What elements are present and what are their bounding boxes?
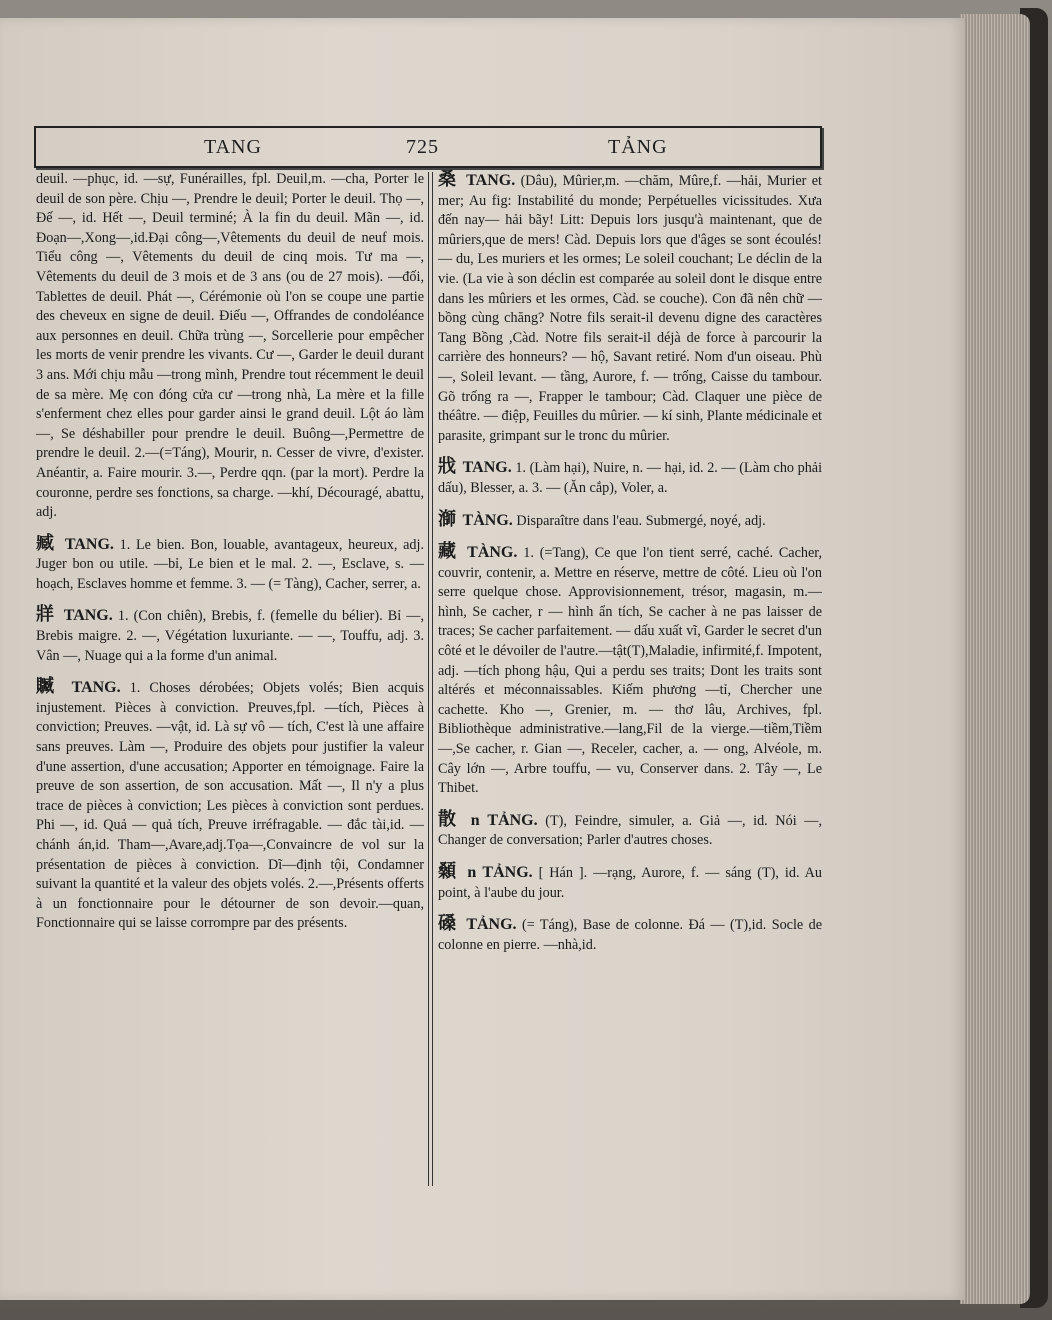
han-character: 桑 [438, 169, 458, 189]
entry-text: 1. (=Tang), Ce que l'on tient serré, caché. Cacher, couvrir, contenir, a. Mettre en réserve, mettre de côté. Lieu où l'on serre quelque chose. Approvisionnement, trésor, magasin, m.— hình, Se cacher, r — hình ẩn tích, Se cacher à ne pas laisser de traces; Se cacher parfaitement. — dấu xuất vĩ, Garder le secret d'un côté et le dévoiler de l'autre.—tật(T),Maladie, infirmité,f. Impotent, adj. —tích phong hậu, Qui a perdu ses traits; Dont les traits sont altérés et méconnaissables. Kiếm phương —tỉ, Chercher une cachette. Kho —, Grenier, m. — thơ lâu, Archives, fpl. Bibliothèque administrative.—lang,Fil de la vierge.—tiềm,Tiềm —,Se cacher, r. Gian —, Receler, cacher, a. — ong, Alvéole, m. Cây lớn —, Arbre touffu, — vu, Conserver dans. 2. Tây —, Le Thibet. [438, 545, 822, 797]
han-character: 溮 [438, 508, 456, 529]
headword: TANG. [466, 172, 516, 189]
running-header [34, 126, 822, 168]
headword: TANG. [64, 535, 114, 553]
entry-text: 1. (Con chiên), Brebis, f. (femelle du bélier). Bỉ —, Brebis maigre. 2. —, Végétation luxuriante. — —, Touffu, adj. 3. Vân —, Nuage qui a la forme d'un animal. [36, 608, 424, 664]
headword: TÀNG. [462, 511, 513, 529]
entry [438, 510, 822, 532]
header-right-word: TẢNG [608, 136, 668, 158]
entry-text: 1. Le bien. Bon, louable, avantageux, heureux, adj. Juger bon ou utile. —bỉ, Le bien et le mal. 2. —, Esclave, s. —hoạch, Esclaves homme et femme. 3. — (= Tàng), Cacher, serrer, a. [36, 536, 425, 592]
entry [438, 457, 822, 498]
entry-text: (= Táng), Base de colonne. Đá — (T),id. Socle de colonne en pierre. —nhà,id. [438, 917, 823, 953]
headword: TÀNG. [467, 544, 518, 562]
entry [36, 170, 424, 523]
header-left-word: TANG [204, 136, 262, 158]
left-column [36, 170, 424, 945]
entry [438, 810, 822, 851]
headword: TANG. [462, 459, 512, 477]
han-character: 顙 [438, 861, 459, 881]
han-character: 戕 [438, 456, 457, 477]
han-character: 藏 [438, 541, 459, 562]
headword: TẢNG. [466, 916, 517, 934]
dictionary-page [0, 18, 965, 1300]
entry-text: (T), Feindre, simuler, a. Giả —, id. Nói —, Changer de conversation; Parler d'autres choses. [438, 812, 822, 849]
han-character: 散 [438, 808, 461, 829]
page-edges [960, 14, 1030, 1304]
entry-text: deuil. —phục, id. —sự, Funérailles, fpl. Deuil,m. —cha, Porter le deuil de son père. Chịu —, Prendre le deuil; Porter le deuil. Thọ —, Đế —, id. Hết —, Deuil terminé; À la fin du deuil. Mãn —, id. Đoạn—,Xong—,id.Đại công—,Vêtements du deuil de neuf mois. Tiểu công —, Vêtements du deuil de cinq mois. Tư ma —, Vêtements du deuil de 3 mois et de 3 ans (ou de 27 mois). —đối, Tablettes de deuil. Phát —, Cérémonie où l'on se coupe une partie des cheveux en signe de deuil. Điếu —, Offrandes de condoléance aux personnes en deuil. Chữa trùng —, Sorcellerie pour empêcher les morts de venir prendre les vivants. Cư —, Garder le deuil durant 3 ans. Mới chịu mẫu —trong mình, Prendre tout récemment le deuil de sa mère. Mẹ con đóng cửa cư —trong nhà, La mère et la fille s'enferment chez elles pour garder ainsi le grand deuil. Lột áo làm—, Se déshabiller pour prendre le deuil. Buông—,Permettre de prendre le deuil. 2.—(=Táng), Mourir, n. Cesser de vivre, d'exister. Anéantir, a. Faire mourir. 3.—, Perdre qqn. (par la mort). Perdre la couronne, perdre ses fonctions, sa charge. —khí, Découragé, abattu, adj. [36, 171, 424, 521]
entry [438, 170, 822, 446]
headword: n TẢNG. [470, 811, 538, 829]
entry-text: [ Hán ]. —rạng, Aurore, f. — sáng (T), id. Au point, à l'aube du jour. [438, 865, 823, 901]
entry [438, 862, 822, 903]
column-divider [428, 172, 433, 1186]
han-character: 牂 [36, 604, 56, 625]
han-character: 磉 [438, 913, 458, 934]
entry-text: 1. Choses dérobées; Objets volés; Bien acquis injustement. Pièces à conviction. Preuves,fpl. —tích, Pièces à conviction; Preuves. —vật, id. Là sự vô — tích, C'est là une affaire sans preuves. Làm —, Produire des objets pour justifier la valeur d'une assertion, d'une accusation; Apporter en témoignage. Faire la preuve de son assertion, de son accusation. Mất —, Il n'y a plus trace de pièces à conviction; Les pièces à conviction sont perdues. Phi —, id. Quả — quả tích, Preuve irréfragable. — đắc tài,id. — chánh án,id. Tham—,Avare,adj.Tọa—,Convaincre de vol sur la présentation de pièces à conviction. Dĩ—định tội, Condamner suivant la quantité et la valeur des objets volés. 2.—,Présents offerts à un fonctionnaire pour le détourner de son devoir.—quan, Fonctionnaire qui se laisse corrompre par des présents. [36, 680, 425, 932]
han-character: 臧 [36, 532, 57, 553]
entry-text: (Dâu), Mûrier,m. —chăm, Mûre,f. —hải, Murier et mer; Au fig: Instabilité du monde; Perpétuelles vicissitudes. Xưa đến nay— hải bãy! Litt: Depuis lors jusqu'à maintenant, que de mûriers,que de mers! Càd. Depuis lors que d'âges se sont écoulés! — du, Les muriers et les ormes; Le soleil couchant; Le déclin de la vie. (La vie à son déclin est comparée au soleil dont le disque entre dans les mûriers et les ormes, Càd. se couche). Con đã nên chữ — bồng cùng chăng? Notre fils serait-il devenu digne des caractères Tang Bồng ,Càd. Notre fils serait-il déjà de force à parcourir la carrière des honneurs? — hộ, Savant retiré. Nom d'un oiseau. Phù —, Soleil levant. — tầng, Aurore, f. — trống, Caisse du tambour. Gõ trống ra —, Frapper le tambour; Càd. Claquer une pièce de théâtre. — điệp, Feuilles du mûrier. — kí sinh, Plante médicinale et parasite, grimpant sur le tronc du mûrier. [438, 173, 823, 444]
entry [36, 677, 424, 934]
headword: TANG. [71, 679, 121, 697]
page-number: 725 [406, 136, 439, 158]
entry [438, 914, 822, 955]
headword: TANG. [63, 607, 113, 625]
han-character: 贓 [36, 676, 60, 697]
entry-text: Disparaître dans l'eau. Submergé, noyé, adj. [516, 512, 766, 529]
headword: n TẢNG. [467, 864, 533, 881]
entry-text: 1. (Làm hại), Nuire, n. — hại, id. 2. — (Làm cho phải dấu), Blesser, a. 3. — (Ăn cắp), Voler, a. [438, 460, 823, 496]
entry [36, 534, 424, 595]
entry [36, 605, 424, 666]
entry [438, 542, 822, 799]
right-column [438, 170, 822, 966]
